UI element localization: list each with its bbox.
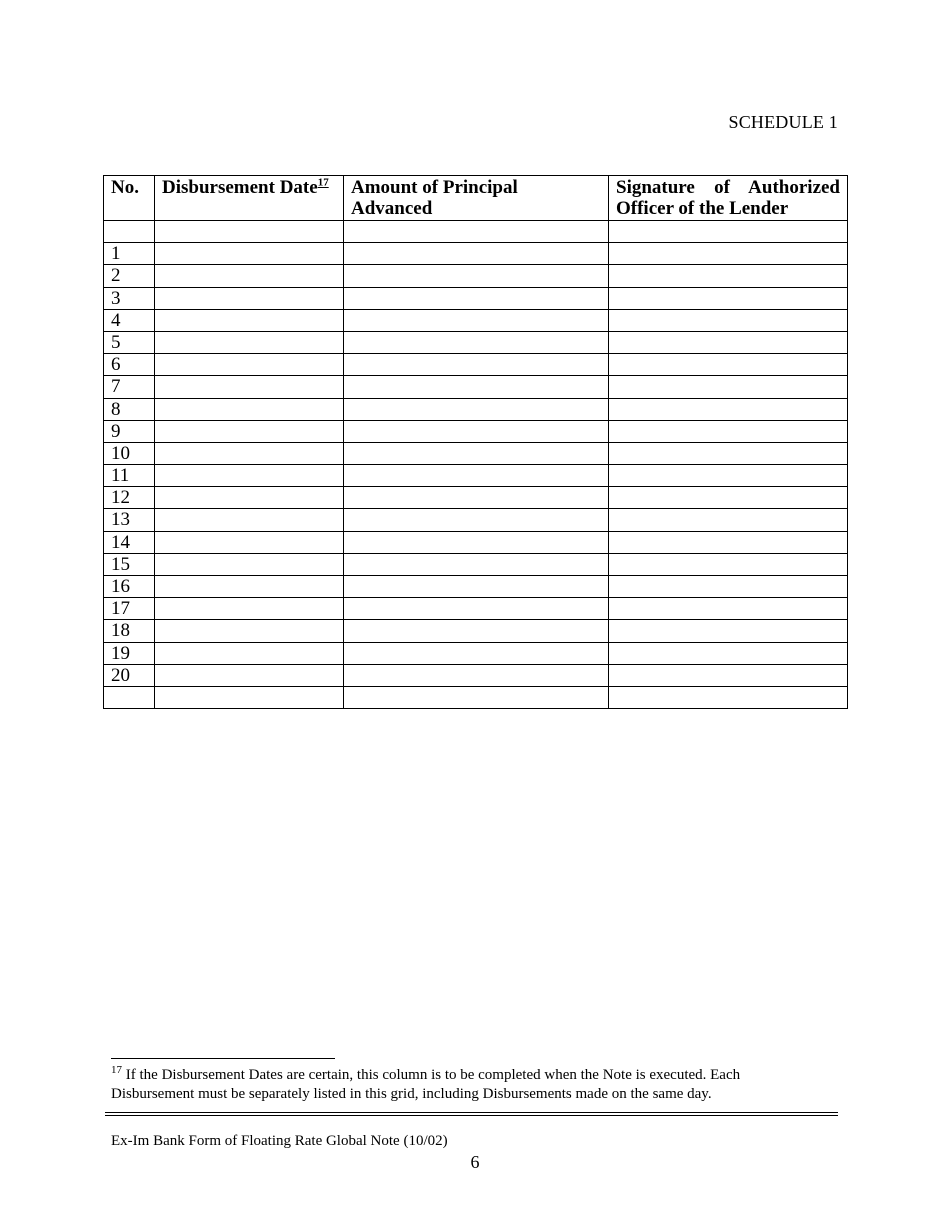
amount-cell[interactable] (344, 265, 609, 287)
table-row (104, 598, 848, 620)
table-row (104, 265, 848, 287)
amount-cell[interactable] (344, 509, 609, 531)
table-row (104, 221, 848, 243)
header-signature-line1: Signature of Authorized (616, 177, 840, 198)
row-number: 9 (104, 420, 155, 442)
disbursement-date-cell[interactable] (155, 221, 344, 243)
table-row (104, 354, 848, 376)
row-number: 6 (104, 354, 155, 376)
amount-cell[interactable] (344, 598, 609, 620)
row-number: 12 (104, 487, 155, 509)
signature-cell[interactable] (609, 598, 848, 620)
table-row (104, 664, 848, 686)
row-number: 19 (104, 642, 155, 664)
amount-cell[interactable] (344, 309, 609, 331)
row-number: 11 (104, 465, 155, 487)
signature-cell[interactable] (609, 664, 848, 686)
amount-cell[interactable] (344, 686, 609, 708)
disbursement-table (103, 175, 848, 709)
footer-divider (105, 1112, 838, 1116)
amount-cell[interactable] (344, 376, 609, 398)
table-row (104, 620, 848, 642)
schedule-title: SCHEDULE 1 (728, 112, 838, 132)
signature-cell[interactable] (609, 265, 848, 287)
amount-cell[interactable] (344, 442, 609, 464)
signature-cell[interactable] (609, 243, 848, 265)
signature-cell[interactable] (609, 576, 848, 598)
row-number: 7 (104, 376, 155, 398)
table-body (104, 221, 848, 709)
signature-cell[interactable] (609, 531, 848, 553)
page-number: 6 (470, 1152, 480, 1172)
table-row (104, 642, 848, 664)
footnote-divider (111, 1058, 335, 1059)
footnote (111, 1066, 811, 1104)
amount-cell[interactable] (344, 531, 609, 553)
signature-cell[interactable] (609, 287, 848, 309)
disbursement-date-cell[interactable] (155, 287, 344, 309)
disbursement-date-cell[interactable] (155, 398, 344, 420)
footer-form-name: Ex-Im Bank Form of Floating Rate Global Note (10/02) (111, 1133, 448, 1149)
row-number: 3 (104, 287, 155, 309)
amount-cell[interactable] (344, 576, 609, 598)
disbursement-date-cell[interactable] (155, 620, 344, 642)
signature-cell[interactable] (609, 376, 848, 398)
table-row (104, 442, 848, 464)
table-row (104, 398, 848, 420)
amount-cell[interactable] (344, 620, 609, 642)
disbursement-date-cell[interactable] (155, 686, 344, 708)
table-row (104, 376, 848, 398)
row-number: 1 (104, 243, 155, 265)
row-number: 8 (104, 398, 155, 420)
signature-cell[interactable] (609, 420, 848, 442)
footnote-reference-link[interactable]: 17 (317, 176, 329, 189)
header-amount: Amount of Principal Advanced (344, 176, 609, 221)
row-number: 17 (104, 598, 155, 620)
disbursement-date-cell[interactable] (155, 642, 344, 664)
disbursement-date-cell[interactable] (155, 331, 344, 353)
signature-cell[interactable] (609, 553, 848, 575)
row-number: 10 (104, 442, 155, 464)
amount-cell[interactable] (344, 243, 609, 265)
table-row (104, 509, 848, 531)
amount-cell[interactable] (344, 642, 609, 664)
disbursement-date-cell[interactable] (155, 598, 344, 620)
disbursement-date-cell[interactable] (155, 243, 344, 265)
signature-cell[interactable] (609, 221, 848, 243)
row-number: 2 (104, 265, 155, 287)
signature-cell[interactable] (609, 509, 848, 531)
signature-cell[interactable] (609, 354, 848, 376)
table-row (104, 553, 848, 575)
amount-cell[interactable] (344, 420, 609, 442)
signature-cell[interactable] (609, 620, 848, 642)
disbursement-date-cell[interactable] (155, 509, 344, 531)
signature-cell[interactable] (609, 686, 848, 708)
disbursement-date-cell[interactable] (155, 576, 344, 598)
row-number (104, 686, 155, 708)
row-number: 5 (104, 331, 155, 353)
header-signature (609, 176, 848, 221)
signature-cell[interactable] (609, 398, 848, 420)
table-row (104, 531, 848, 553)
footnote-text: If the Disbursement Dates are certain, this column is to be completed when the Note is executed. Each Disbursement must be separately listed in this grid, including Disbursements made on the same day. (111, 1067, 741, 1102)
amount-cell[interactable] (344, 553, 609, 575)
table-row (104, 287, 848, 309)
amount-cell[interactable] (344, 664, 609, 686)
amount-cell[interactable] (344, 487, 609, 509)
table-row (104, 309, 848, 331)
header-signature-line2: Officer of the Lender (616, 198, 789, 219)
signature-cell[interactable] (609, 465, 848, 487)
table-row (104, 686, 848, 708)
signature-cell[interactable] (609, 642, 848, 664)
signature-cell[interactable] (609, 487, 848, 509)
disbursement-date-cell[interactable] (155, 487, 344, 509)
row-number: 13 (104, 509, 155, 531)
disbursement-date-cell[interactable] (155, 553, 344, 575)
row-number: 18 (104, 620, 155, 642)
footnote-marker: 17 (111, 1064, 122, 1076)
row-number (104, 221, 155, 243)
disbursement-date-cell[interactable] (155, 376, 344, 398)
signature-cell[interactable] (609, 331, 848, 353)
signature-cell[interactable] (609, 442, 848, 464)
disbursement-date-cell[interactable] (155, 309, 344, 331)
row-number: 4 (104, 309, 155, 331)
row-number: 15 (104, 553, 155, 575)
disbursement-date-cell[interactable] (155, 354, 344, 376)
table-row (104, 487, 848, 509)
table-header-row (104, 176, 848, 221)
row-number: 20 (104, 664, 155, 686)
disbursement-date-cell[interactable] (155, 465, 344, 487)
row-number: 14 (104, 531, 155, 553)
header-disbursement-date-label: Disbursement Date (162, 177, 318, 198)
disbursement-date-cell[interactable] (155, 420, 344, 442)
table-row (104, 331, 848, 353)
disbursement-date-cell[interactable] (155, 664, 344, 686)
disbursement-date-cell[interactable] (155, 442, 344, 464)
row-number: 16 (104, 576, 155, 598)
header-no: No. (104, 176, 155, 221)
table-row (104, 243, 848, 265)
amount-cell[interactable] (344, 354, 609, 376)
table-row (104, 420, 848, 442)
disbursement-date-cell[interactable] (155, 531, 344, 553)
header-disbursement-date (155, 176, 344, 221)
amount-cell[interactable] (344, 465, 609, 487)
table-row (104, 576, 848, 598)
signature-cell[interactable] (609, 309, 848, 331)
amount-cell[interactable] (344, 287, 609, 309)
disbursement-date-cell[interactable] (155, 265, 344, 287)
amount-cell[interactable] (344, 398, 609, 420)
amount-cell[interactable] (344, 331, 609, 353)
amount-cell[interactable] (344, 221, 609, 243)
table-row (104, 465, 848, 487)
